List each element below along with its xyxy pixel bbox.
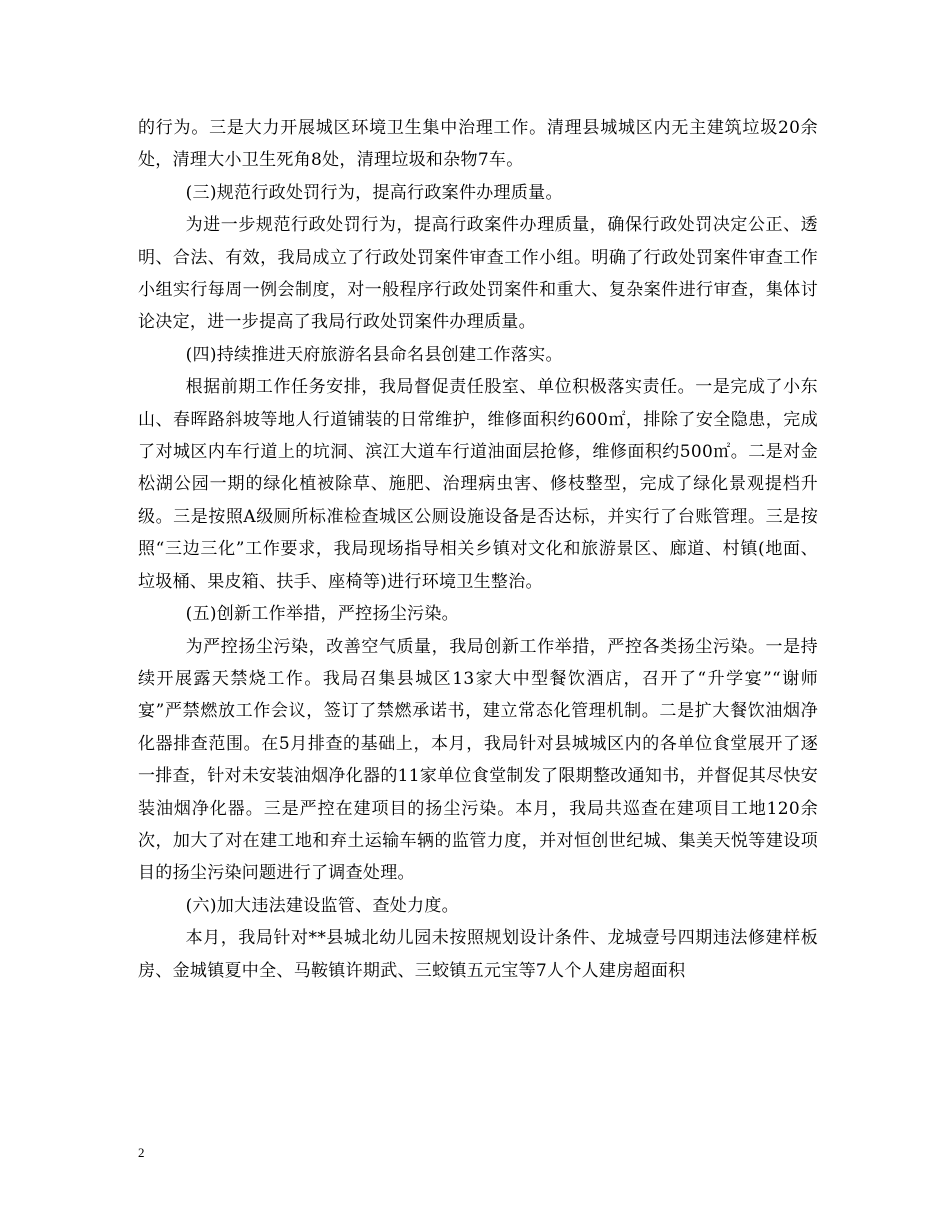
section-heading-6: (六)加大违法建设监管、查处力度。 — [185, 895, 459, 916]
paragraph: 为严控扬尘污染，改善空气质量，我局创新工作举措，严控各类扬尘污染。一是持续开展露天禁烧工作。我局召集县城区13家大中型餐饮酒店，召开了“升学宴”“谢师宴”严禁燃放工作会议，签订了禁燃承诺书，建立常态化管理机制。二是扩大餐饮油烟净化器排查范围。在5月排查的基础上，本月，我局针对县城城区内的各单位食堂展开了逐一排查，针对未安装油烟净化器的11家单位食堂制发了限期整改通知书，并督促其尽快安装油烟净化器。三是严控在建项目的扬尘污染。本月，我局共巡查在建项目工地120余次，加大了对在建工地和弃土运输车辆的监管力度，并对恒创世纪城、集美天悦等建设项目的扬尘污染问题进行了调查处理。 — [138, 636, 818, 884]
page-number: 2 — [138, 1145, 145, 1160]
paragraph-continuation: 的行为。三是大力开展城区环境卫生集中治理工作。清理县城城区内无主建筑垃圾20余处，清理大小卫生死角8处，清理垃圾和杂物7车。 — [138, 118, 818, 171]
section-heading-4: (四)持续推进天府旅游名县命名县创建工作落实。 — [185, 344, 563, 365]
section-heading-3: (三)规范行政处罚行为，提高行政案件办理质量。 — [185, 182, 563, 203]
section-heading-5: (五)创新工作举措，严控扬尘污染。 — [185, 604, 459, 625]
paragraph: 本月，我局针对**县城北幼儿园未按照规划设计条件、龙城壹号四期违法修建样板房、金城镇夏中全、马鞍镇许期武、三蛟镇五元宝等7人个人建房超面积 — [138, 928, 818, 981]
paragraph: 根据前期工作任务安排，我局督促责任股室、单位积极落实责任。一是完成了小东山、春晖路斜坡等地人行道铺装的日常维护，维修面积约600㎡，排除了安全隐患，完成了对城区内车行道上的坑洞、滨江大道车行道油面层抢修，维修面积约500㎡。二是对金松湖公园一期的绿化植被除草、施肥、治理病虫害、修枝整型，完成了绿化景观提档升级。三是按照A级厕所标准检查城区公厕设施设备是否达标，并实行了台账管理。三是按照“三边三化”工作要求，我局现场指导相关乡镇对文化和旅游景区、廊道、村镇(地面、垃圾桶、果皮箱、扶手、座椅等)进行环境卫生整治。 — [138, 377, 818, 592]
document-body — [138, 112, 818, 987]
paragraph: 为进一步规范行政处罚行为，提高行政案件办理质量，确保行政处罚决定公正、透明、合法、有效，我局成立了行政处罚案件审查工作小组。明确了行政处罚案件审查工作小组实行每周一例会制度，对一般程序行政处罚案件和重大、复杂案件进行审查，集体讨论决定，进一步提高了我局行政处罚案件办理质量。 — [138, 215, 818, 333]
